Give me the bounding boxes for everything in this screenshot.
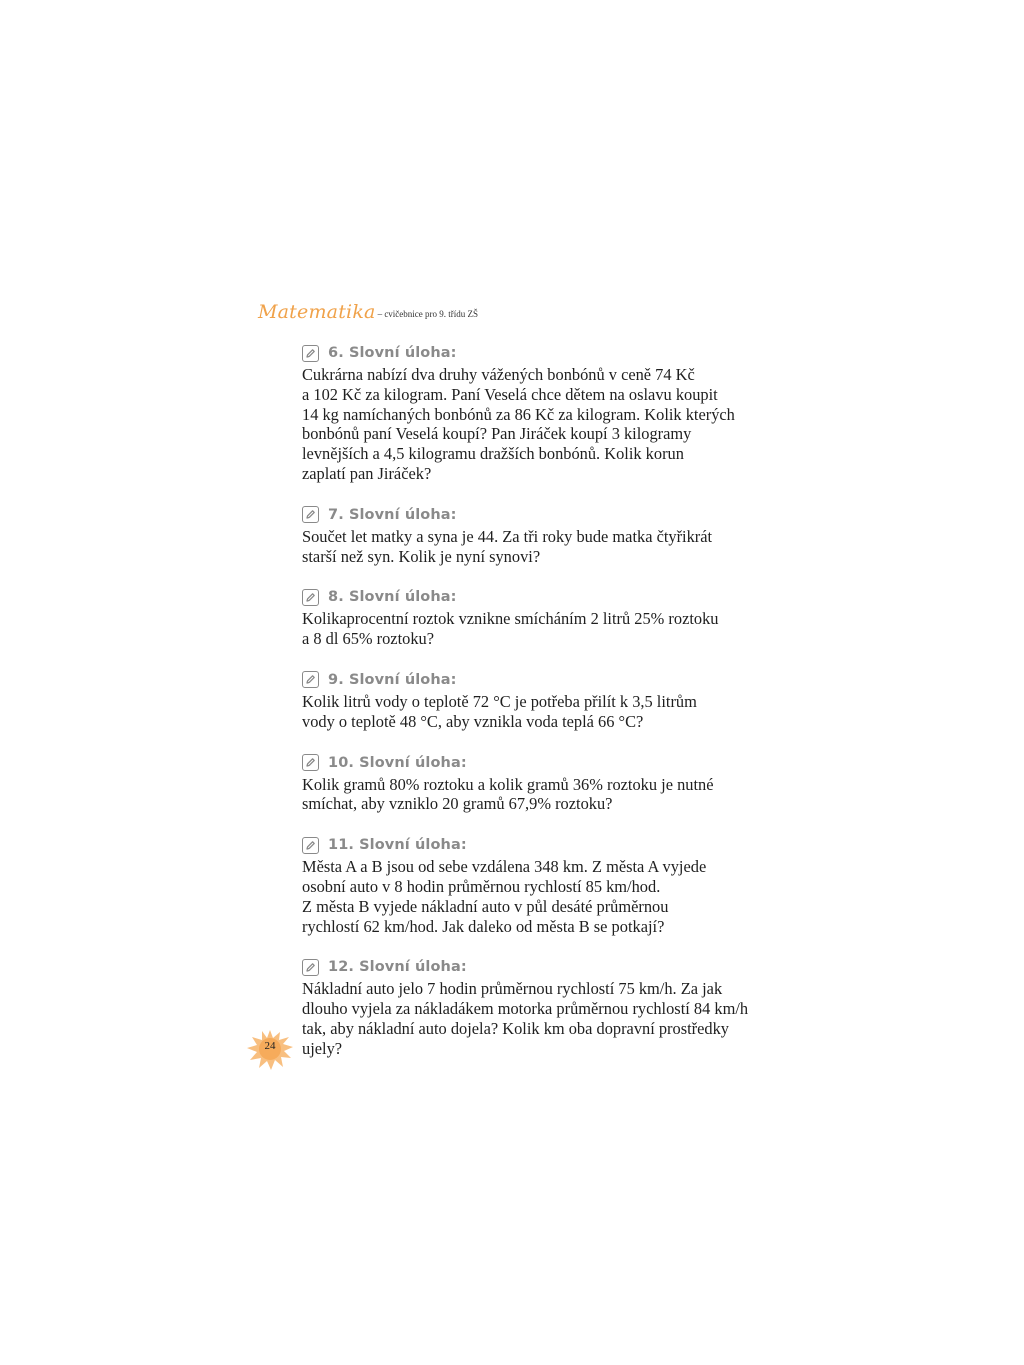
task-text-line: tak, aby nákladní auto dojela? Kolik km oba dopravní prostředky bbox=[302, 1018, 729, 1038]
pencil-icon bbox=[302, 837, 319, 854]
task-text-line: smíchat, aby vzniklo 20 gramů 67,9% roztoku? bbox=[302, 794, 613, 814]
task-text-line: Města A a B jsou od sebe vzdálena 348 km. Z města A vyjede bbox=[302, 857, 707, 877]
pencil-icon bbox=[302, 506, 319, 523]
pencil-icon bbox=[302, 754, 319, 771]
task-heading bbox=[302, 834, 742, 856]
task-text bbox=[302, 857, 742, 936]
pencil-icon bbox=[302, 589, 319, 606]
task-block bbox=[302, 956, 749, 1058]
task-text-line: Součet let matky a syna je 44. Za tři roky bude matka čtyřikrát bbox=[302, 526, 713, 546]
task-text-line: bonbónů paní Veselá koupí? Pan Jiráček koupí 3 kilogramy bbox=[302, 424, 692, 444]
task-heading bbox=[302, 669, 742, 691]
task-text-line: Kolik gramů 80% roztoku a kolik gramů 36% roztoku je nutné bbox=[302, 774, 714, 794]
task-text-line: Z města B vyjede nákladní auto v půl desáté průměrnou bbox=[302, 896, 669, 916]
task-text-line: Cukrárna nabízí dva druhy vážených bonbónů v ceně 74 Kč bbox=[302, 365, 695, 384]
brand-subtitle: – cvičebnice pro 9. třídu ZŠ bbox=[377, 309, 479, 319]
pencil-icon bbox=[302, 671, 319, 688]
task-text-line: rychlostí 62 km/hod. Jak daleko od města B se potkají? bbox=[302, 916, 665, 936]
task-heading bbox=[302, 504, 742, 526]
task-text-line: zaplatí pan Jiráček? bbox=[302, 463, 432, 483]
task-block bbox=[302, 834, 742, 936]
task-block bbox=[302, 586, 742, 649]
task-text-line: osobní auto v 8 hodin průměrnou rychlostí 85 km/hod. bbox=[302, 876, 661, 896]
task-title: 11. Slovní úloha: bbox=[328, 837, 467, 854]
pencil-icon bbox=[302, 959, 319, 976]
task-text-line: Kolikaprocentní roztok vznikne smícháním 2 litrů 25% roztoku bbox=[302, 609, 719, 629]
task-title: 6. Slovní úloha: bbox=[328, 345, 457, 361]
page-number-badge bbox=[244, 1026, 296, 1072]
task-title: 12. Slovní úloha: bbox=[328, 959, 467, 976]
task-text bbox=[302, 692, 742, 732]
task-heading bbox=[302, 342, 742, 364]
task-title: 7. Slovní úloha: bbox=[328, 506, 457, 523]
task-text bbox=[302, 527, 742, 567]
task-list bbox=[302, 342, 749, 1079]
task-text-line: ujely? bbox=[302, 1038, 343, 1058]
task-text-line: vody o teplotě 48 °C, aby vznikla voda teplá 66 °C? bbox=[302, 711, 644, 731]
task-heading bbox=[302, 752, 742, 774]
task-text bbox=[302, 365, 742, 484]
task-text-line: a 8 dl 65% roztoku? bbox=[302, 629, 434, 649]
task-heading bbox=[302, 586, 742, 608]
task-text-line: Kolik litrů vody o teplotě 72 °C je potřeba přilít k 3,5 litrům bbox=[302, 691, 697, 711]
task-block bbox=[302, 669, 742, 732]
brand-title: Matematika bbox=[258, 301, 376, 323]
task-title: 10. Slovní úloha: bbox=[328, 754, 467, 771]
page-header bbox=[258, 298, 478, 322]
task-title: 9. Slovní úloha: bbox=[328, 671, 457, 688]
task-text-line: Nákladní auto jelo 7 hodin průměrnou rychlostí 75 km/h. Za jak bbox=[302, 979, 723, 999]
task-block bbox=[302, 752, 742, 815]
task-text bbox=[302, 609, 742, 649]
page-number: 24 bbox=[264, 1040, 276, 1052]
task-block bbox=[302, 342, 742, 484]
task-text-line: 14 kg namíchaných bonbónů za 86 Kč za kilogram. Kolik kterých bbox=[302, 404, 735, 424]
task-text-line: starší než syn. Kolik je nyní synovi? bbox=[302, 546, 541, 566]
task-text-line: dlouho vyjela za nákladákem motorka průměrnou rychlostí 84 km/h bbox=[302, 999, 749, 1019]
task-text bbox=[302, 775, 742, 815]
task-title: 8. Slovní úloha: bbox=[328, 589, 457, 606]
task-text bbox=[302, 979, 749, 1058]
task-heading bbox=[302, 956, 742, 978]
task-text-line: levnějších a 4,5 kilogramu dražších bonbónů. Kolik korun bbox=[302, 444, 684, 464]
task-block bbox=[302, 504, 742, 567]
pencil-icon bbox=[302, 345, 319, 362]
task-text-line: a 102 Kč za kilogram. Paní Veselá chce dětem na oslavu koupit bbox=[302, 384, 718, 404]
